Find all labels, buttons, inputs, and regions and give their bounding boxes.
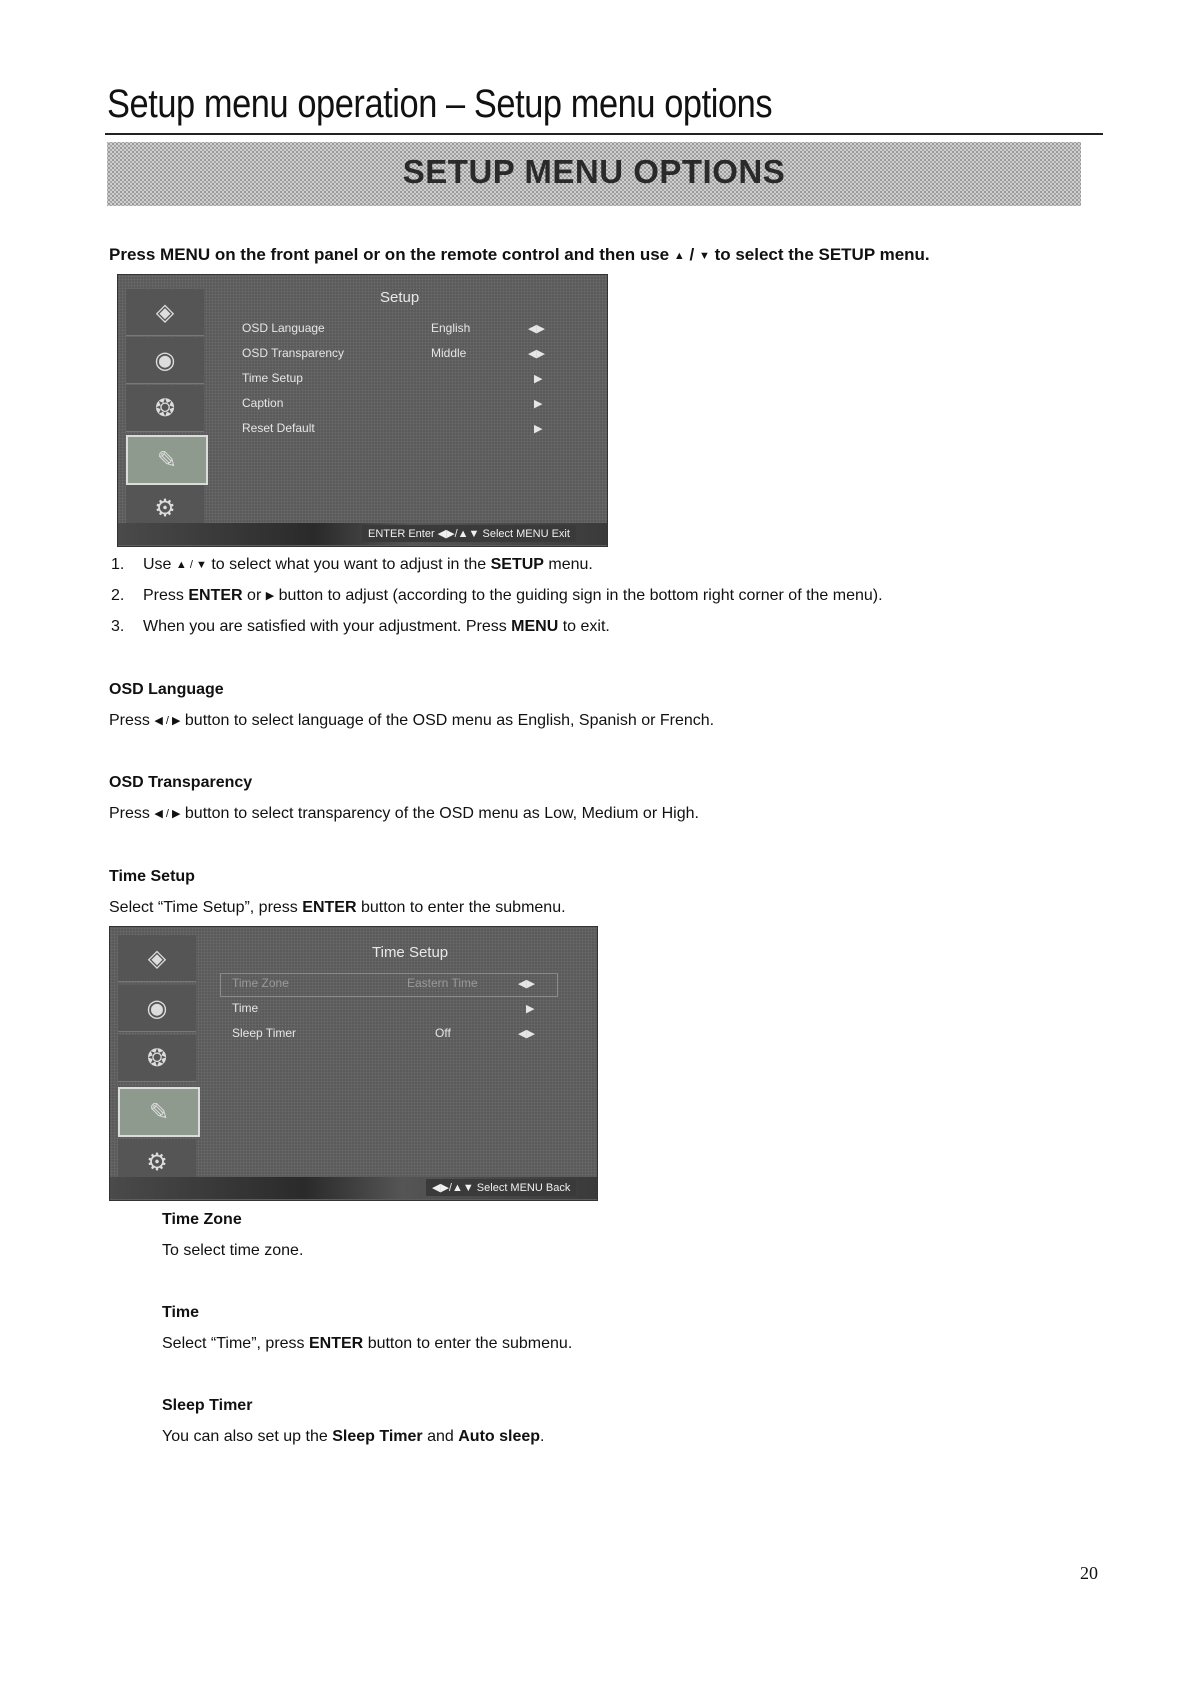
- body-bold: ENTER: [309, 1335, 364, 1352]
- channel-tab-icon: ❂: [126, 385, 204, 432]
- time-text: [162, 1335, 572, 1353]
- section-banner: [107, 142, 1081, 206]
- menu-row-label: Time: [232, 1001, 259, 1015]
- step-number: 2.: [111, 587, 125, 604]
- page-number: 20: [1080, 1563, 1098, 1583]
- up-down-arrow-icon: ▲ / ▼: [175, 559, 207, 571]
- down-arrow-icon: ▼: [698, 250, 710, 262]
- menu-row-label: Sleep Timer: [232, 1026, 297, 1040]
- body-text: Press: [109, 805, 150, 822]
- time-setup-text: [109, 899, 566, 917]
- up-arrow-icon: ▲: [673, 250, 685, 262]
- body-bold: ENTER: [302, 899, 357, 916]
- left-right-arrow-icon: ◀▶: [518, 978, 535, 990]
- sleep-timer-text: [162, 1428, 545, 1446]
- body-text: button to select language of the OSD menu as English, Spanish or French.: [184, 712, 715, 729]
- left-right-arrow-icon: ◀ / ▶: [154, 808, 181, 820]
- body-text: button to select transparency of the OSD menu as Low, Medium or High.: [184, 805, 699, 822]
- menu-row-value: Off: [435, 1026, 451, 1040]
- left-right-arrow-icon: ◀▶: [518, 1028, 535, 1040]
- body-text: and: [427, 1428, 454, 1445]
- osd-transparency-text: [109, 805, 699, 823]
- left-right-arrow-icon: ◀▶: [528, 348, 545, 360]
- screen-footer-hint: ◀▶/▲▼ Select MENU Back: [426, 1179, 576, 1196]
- body-text: button to enter the submenu.: [360, 899, 566, 916]
- left-right-arrow-icon: ◀▶: [528, 323, 545, 335]
- right-arrow-icon: ▶: [534, 398, 543, 410]
- setup-menu-screenshot: [117, 274, 608, 547]
- menu-row-value: English: [431, 321, 471, 335]
- screen-header: Setup: [380, 289, 420, 306]
- right-arrow-icon: ▶: [526, 1003, 535, 1015]
- body-text: Select “Time Setup”, press: [109, 899, 298, 916]
- screen-header: Time Setup: [372, 944, 449, 961]
- screen-footer-hint: ENTER Enter ◀▶/▲▼ Select MENU Exit: [362, 525, 576, 542]
- picture-tab-icon: ◈: [126, 289, 204, 336]
- osd-language-heading: OSD Language: [109, 681, 224, 698]
- body-text: button to enter the submenu.: [367, 1335, 573, 1352]
- step-2: [111, 587, 883, 605]
- menu-row-label: Caption: [242, 396, 284, 410]
- menu-row-label: Time Setup: [242, 371, 303, 385]
- intro-text-b: to select the SETUP menu.: [714, 245, 930, 264]
- right-arrow-icon: ▶: [534, 373, 543, 385]
- menu-row-label: OSD Transparency: [242, 346, 345, 360]
- right-arrow-icon: ▶: [534, 423, 543, 435]
- step-text: button to adjust (according to the guiding sign in the bottom right corner of the menu).: [278, 587, 883, 604]
- setup-tab-icon: ✎: [126, 435, 208, 485]
- menu-row-label: Time Zone: [232, 976, 289, 990]
- intro-instruction: [109, 245, 930, 265]
- sleep-timer-heading: Sleep Timer: [162, 1397, 253, 1414]
- menu-row-value: Middle: [431, 346, 467, 360]
- step-bold: ENTER: [188, 587, 243, 604]
- lock-tab-icon: ⚙: [126, 485, 204, 532]
- time-zone-heading: Time Zone: [162, 1211, 242, 1228]
- time-setup-heading: Time Setup: [109, 868, 195, 885]
- step-text: to select what you want to adjust in the: [211, 556, 487, 573]
- menu-row-value: Eastern Time: [407, 976, 478, 990]
- body-text: You can also set up the: [162, 1428, 328, 1445]
- body-bold: Sleep Timer: [332, 1428, 423, 1445]
- lock-tab-icon: ⚙: [118, 1139, 196, 1186]
- step-bold: SETUP: [490, 556, 544, 573]
- right-arrow-icon: ▶: [265, 590, 275, 602]
- sound-tab-icon: ◉: [118, 985, 196, 1032]
- sound-tab-icon: ◉: [126, 337, 204, 384]
- banner-text: SETUP MENU OPTIONS: [402, 153, 786, 190]
- step-3: [111, 618, 610, 636]
- time-setup-screenshot: [109, 926, 598, 1201]
- step-text: or: [247, 587, 262, 604]
- left-right-arrow-icon: ◀ / ▶: [154, 715, 181, 727]
- page-title: Setup menu operation – Setup menu options: [107, 82, 773, 126]
- body-text: Select “Time”, press: [162, 1335, 305, 1352]
- menu-row-label: Reset Default: [242, 421, 315, 435]
- setup-tab-icon: ✎: [118, 1087, 200, 1137]
- step-bold: MENU: [511, 618, 559, 635]
- body-text: .: [540, 1428, 545, 1445]
- step-text: When you are satisfied with your adjustment. Press: [143, 618, 507, 635]
- intro-text-a: Press MENU on the front panel or on the remote control and then use: [109, 245, 670, 264]
- time-heading: Time: [162, 1304, 200, 1321]
- step-text: Press: [143, 587, 184, 604]
- step-text: to exit.: [562, 618, 610, 635]
- body-bold: Auto sleep: [458, 1428, 541, 1445]
- channel-tab-icon: ❂: [118, 1035, 196, 1082]
- step-text: menu.: [548, 556, 593, 573]
- body-text: Press: [109, 712, 150, 729]
- title-divider: [105, 133, 1103, 135]
- osd-language-text: [109, 712, 714, 730]
- step-number: 1.: [111, 556, 125, 573]
- intro-sep: /: [689, 245, 695, 264]
- picture-tab-icon: ◈: [118, 935, 196, 982]
- osd-transparency-heading: OSD Transparency: [109, 774, 253, 791]
- step-text: Use: [143, 556, 172, 573]
- step-1: [111, 556, 593, 574]
- step-number: 3.: [111, 618, 125, 635]
- time-zone-text: To select time zone.: [162, 1242, 304, 1259]
- menu-row-label: OSD Language: [242, 321, 325, 335]
